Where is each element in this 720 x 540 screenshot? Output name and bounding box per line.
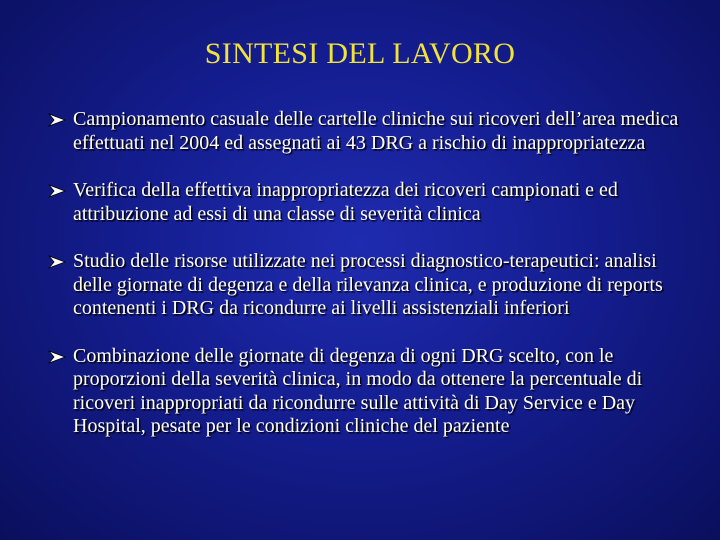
arrowhead-bullet-icon	[48, 184, 66, 198]
arrowhead-bullet-icon	[48, 255, 66, 269]
bullet-item	[48, 345, 696, 439]
bullet-item	[48, 179, 696, 226]
bullet-text: Verifica della effettiva inappropriatezza dei ricoveri campionati e ed attribuzione ad essi di una classe di severità clinica	[73, 179, 618, 225]
bullet-text: Campionamento casuale delle cartelle cliniche sui ricoveri dell’area medica effettuati nel 2004 ed assegnati ai 43 DRG a rischio di inappropriatezza	[73, 108, 679, 154]
bullet-list	[48, 108, 696, 439]
bullet-text: Studio delle risorse utilizzate nei processi diagnostico-terapeutici: analisi delle giornate di degenza e della rilevanza clinica, e produzione di reports contenenti i DRG da ricondurre ai livelli assistenziali inferiori	[73, 250, 663, 319]
slide-title: SINTESI DEL LAVORO	[204, 37, 516, 70]
bullet-text: Combinazione delle giornate di degenza di ogni DRG scelto, con le proporzioni della severità clinica, in modo da ottenere la percentuale di ricoveri inappropriati da ricondurre sulle attività di Day Service e Day Hospital, pesate per le condizioni cliniche del paziente	[73, 344, 643, 437]
arrowhead-bullet-icon	[48, 113, 66, 127]
arrowhead-bullet-icon	[48, 350, 66, 364]
bullet-item	[48, 250, 696, 321]
bullet-item	[48, 108, 696, 155]
